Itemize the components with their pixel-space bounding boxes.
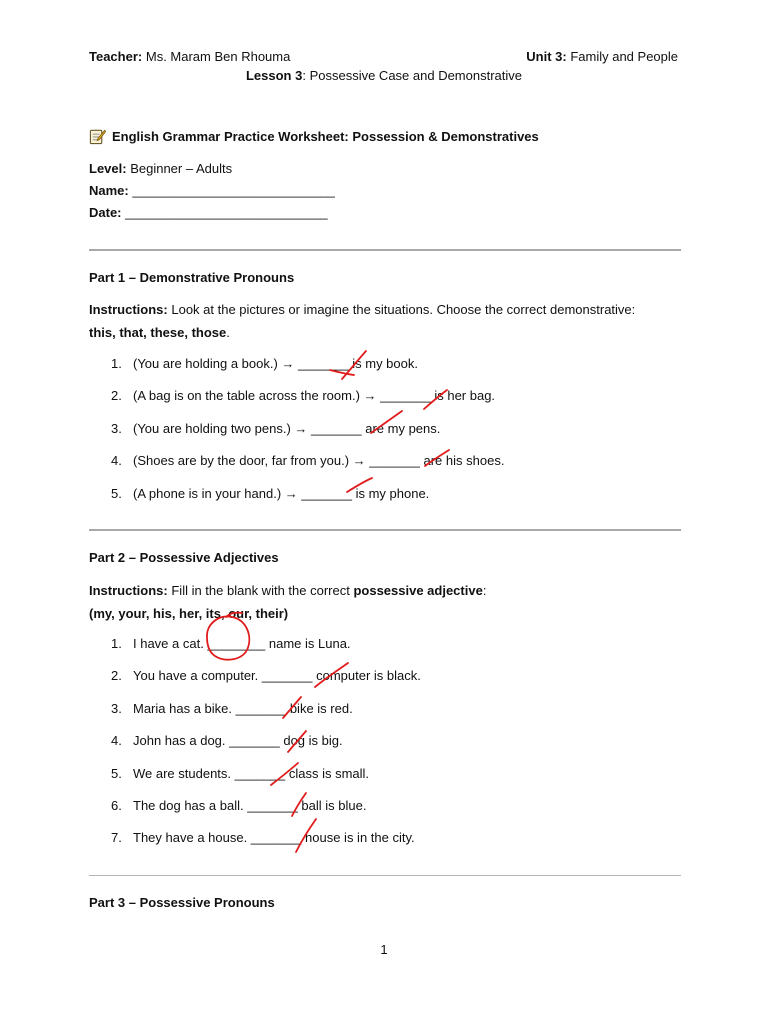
- lesson-line: [0, 68, 768, 83]
- part1-instructions: [89, 298, 689, 344]
- item-text: (You are holding two pens.) → _______ are my pens.: [133, 420, 441, 436]
- item-text: The dog has a ball. _______ ball is blue.: [133, 797, 367, 813]
- name-blank: ____________________________: [132, 183, 335, 198]
- item-number: 1.: [111, 356, 122, 371]
- lesson-name: : Possessive Case and Demonstrative: [302, 68, 522, 83]
- part2-instructions: [89, 579, 689, 625]
- date-line: [89, 202, 328, 224]
- list-item: [89, 386, 504, 418]
- list-item: [89, 731, 421, 763]
- item-number: 4.: [111, 453, 122, 469]
- part2-title: Part 2 – Possessive Adjectives: [89, 550, 279, 565]
- part1-instr-options: this, that, these, those: [89, 325, 227, 340]
- level-value: Beginner – Adults: [130, 161, 233, 176]
- item-number: 6.: [111, 797, 122, 813]
- list-item: [89, 484, 504, 516]
- lesson-label: Lesson 3: [245, 68, 303, 83]
- part1-instr-label: Instructions:: [89, 302, 168, 317]
- date-label: Date:: [89, 205, 122, 220]
- item-number: 7.: [111, 830, 122, 846]
- name-label: Name:: [89, 183, 129, 198]
- teacher-name: Ms. Maram Ben Rhouma: [145, 49, 291, 64]
- item-number: 2.: [111, 388, 122, 404]
- item-text: We are students. _______ class is small.: [133, 765, 370, 781]
- level-label: Level:: [89, 161, 127, 176]
- unit-name: Family and People: [570, 49, 678, 64]
- part1-question-list: [89, 354, 504, 516]
- item-number: 4.: [111, 733, 122, 749]
- part2-options: (my, your, his, her, its, our, their): [89, 606, 289, 621]
- section-divider: [89, 249, 681, 251]
- item-number: 5.: [111, 765, 122, 781]
- item-number: 2.: [111, 668, 122, 684]
- list-item: [89, 634, 421, 666]
- part2-instr-bold: possessive adjective: [353, 583, 483, 598]
- item-number: 1.: [111, 636, 122, 651]
- item-number: 5.: [111, 485, 122, 501]
- level-line: [89, 158, 232, 180]
- part1-instr-end: .: [226, 325, 230, 340]
- part1-title: Part 1 – Demonstrative Pronouns: [89, 270, 295, 285]
- item-number: 3.: [111, 700, 122, 716]
- item-text: (Shoes are by the door, far from you.) → _______ are his shoes.: [133, 453, 505, 469]
- teacher-line: [89, 49, 290, 64]
- worksheet-title-row: [89, 128, 539, 145]
- section-divider: [89, 529, 681, 531]
- item-number: 3.: [111, 420, 122, 436]
- list-item: [89, 699, 421, 731]
- list-item: [89, 764, 421, 796]
- page-number: 1: [380, 942, 388, 957]
- list-item: [89, 451, 504, 483]
- item-text: John has a dog. _______ dog is big.: [133, 733, 343, 749]
- worksheet-title: English Grammar Practice Worksheet: Possession & Demonstratives: [112, 129, 539, 144]
- item-text: You have a computer. _______ computer is black.: [133, 668, 421, 684]
- memo-icon: [89, 128, 106, 145]
- unit-label: Unit 3:: [526, 49, 567, 64]
- list-item: [89, 796, 421, 828]
- part3-title: Part 3 – Possessive Pronouns: [89, 895, 275, 910]
- item-text: (You are holding a book.) → _______ is my book.: [133, 356, 418, 371]
- part2-instr-label: Instructions:: [89, 583, 168, 598]
- part2-instr-text: Fill in the blank with the correct: [171, 583, 350, 598]
- name-line: [89, 180, 335, 202]
- teacher-label: Teacher:: [89, 49, 143, 64]
- item-text: (A phone is in your hand.) → _______ is my phone.: [133, 485, 430, 501]
- item-text: They have a house. _______ house is in the city.: [133, 830, 415, 846]
- part2-instr-end: :: [482, 583, 487, 598]
- item-text: (A bag is on the table across the room.) → _______ is her bag.: [133, 388, 496, 404]
- list-item: [89, 666, 421, 698]
- item-text: Maria has a bike. _______ bike is red.: [133, 700, 353, 716]
- part1-instr-text: Look at the pictures or imagine the situations. Choose the correct demonstrative:: [171, 302, 636, 317]
- date-blank: ____________________________: [125, 205, 328, 220]
- list-item: [89, 354, 504, 386]
- part2-question-list: [89, 634, 421, 861]
- unit-line: [526, 49, 678, 64]
- list-item: [89, 828, 421, 860]
- section-divider: [89, 875, 681, 876]
- item-text: I have a cat. ________ name is Luna.: [133, 636, 351, 651]
- list-item: [89, 419, 504, 451]
